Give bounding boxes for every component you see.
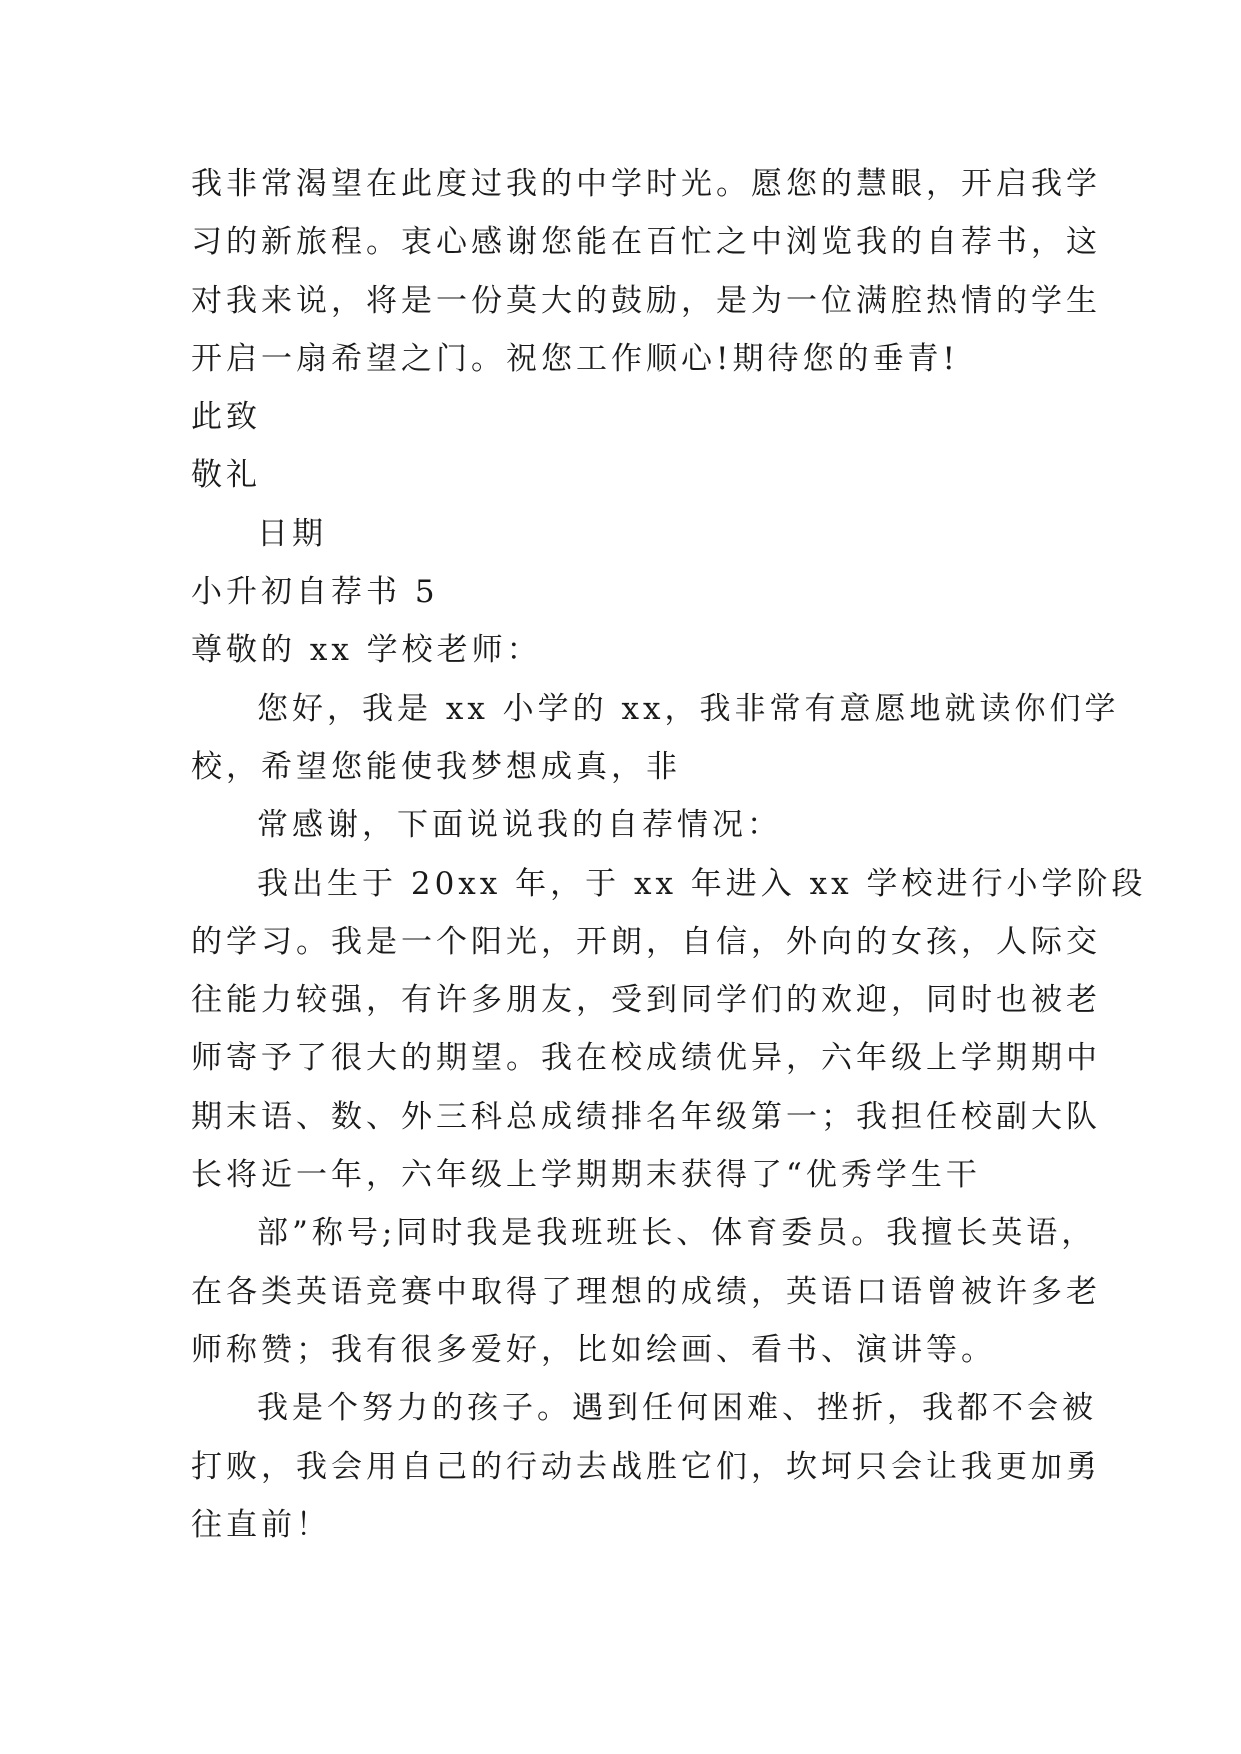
section-title: 小升初自荐书 5 bbox=[191, 574, 439, 611]
text-line: 的学习。我是一个阳光，开朗，自信，外向的女孩，人际交 bbox=[191, 923, 1101, 960]
text-line: 习的新旅程。衷心感谢您能在百忙之中浏览我的自荐书，这 bbox=[191, 224, 1101, 261]
greeting: 尊敬的 xx 学校老师： bbox=[191, 632, 542, 669]
text-line: 校，希望您能使我梦想成真，非 bbox=[191, 748, 681, 785]
text-line: 我出生于 20xx 年，于 xx 年进入 xx 学校进行小学阶段 bbox=[257, 865, 1147, 902]
text-line: 常感谢，下面说说我的自荐情况： bbox=[257, 807, 782, 844]
text-line: 我非常渴望在此度过我的中学时光。愿您的慧眼，开启我学 bbox=[191, 166, 1101, 202]
text-line: 我是个努力的孩子。遇到任何困难、挫折，我都不会被 bbox=[257, 1390, 1097, 1427]
closing-salutation: 此致 bbox=[191, 399, 261, 436]
text-line: 在各类英语竞赛中取得了理想的成绩，英语口语曾被许多老 bbox=[191, 1273, 1101, 1310]
text-line: 师寄予了很大的期望。我在校成绩优异，六年级上学期期中 bbox=[191, 1040, 1101, 1077]
document-body bbox=[191, 155, 1147, 1554]
text-line: 部”称号;同时我是我班班长、体育委员。我擅长英语， bbox=[257, 1215, 1097, 1252]
text-line: 往直前！ bbox=[191, 1506, 331, 1543]
text-line: 开启一扇希望之门。祝您工作顺心!期待您的垂青! bbox=[191, 340, 959, 377]
text-line: 对我来说，将是一份莫大的鼓励，是为一位满腔热情的学生 bbox=[191, 282, 1101, 319]
closing-regards: 敬礼 bbox=[191, 457, 261, 494]
text-line: 您好，我是 xx 小学的 xx，我非常有意愿地就读你们学 bbox=[257, 690, 1120, 727]
text-line: 长将近一年，六年级上学期期末获得了“优秀学生干 bbox=[191, 1157, 981, 1194]
text-line: 往能力较强，有许多朋友，受到同学们的欢迎，同时也被老 bbox=[191, 982, 1101, 1019]
date-label: 日期 bbox=[257, 515, 327, 552]
text-line: 打败，我会用自己的行动去战胜它们，坎坷只会让我更加勇 bbox=[191, 1448, 1101, 1485]
text-line: 师称赞；我有很多爱好，比如绘画、看书、演讲等。 bbox=[191, 1331, 996, 1368]
text-line: 期末语、数、外三科总成绩排名年级第一；我担任校副大队 bbox=[191, 1098, 1101, 1135]
